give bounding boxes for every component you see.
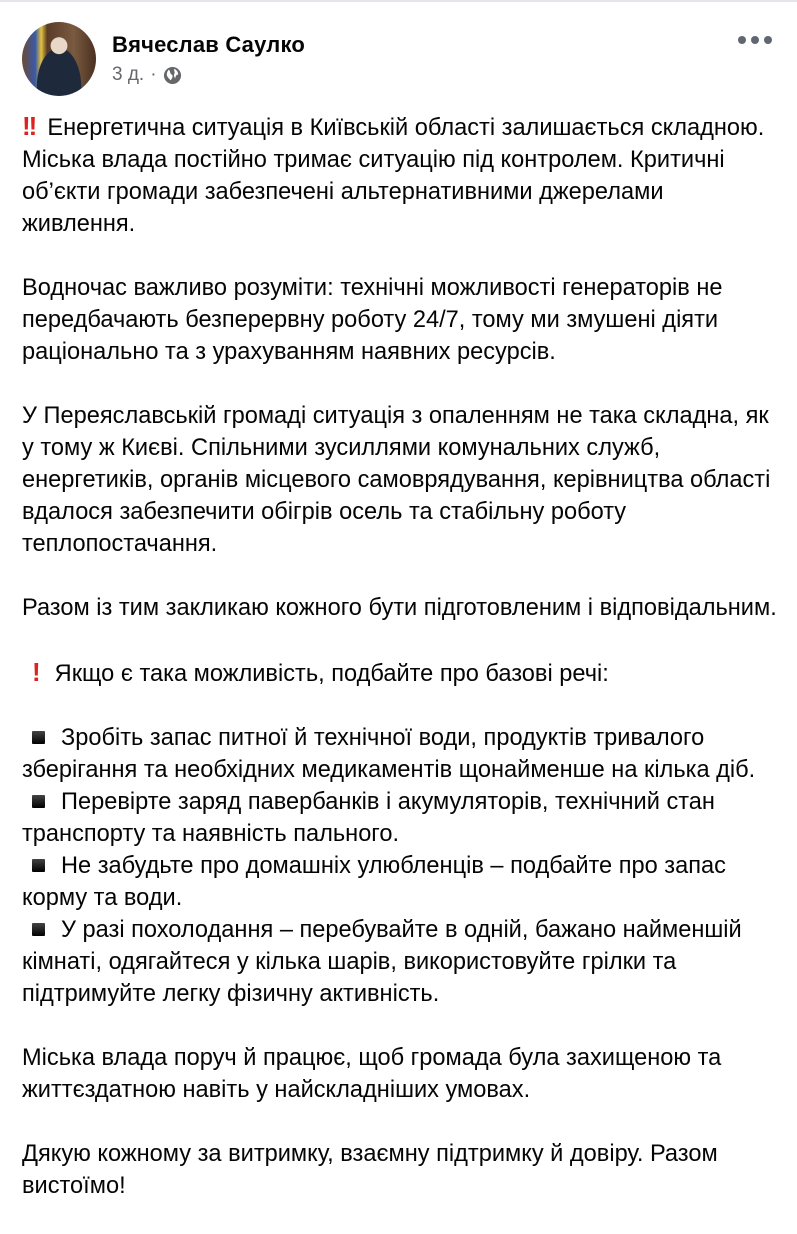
paragraph: Разом із тим закликаю кожного бути підготовленим і відповідальним. [22, 595, 777, 621]
more-options-button[interactable] [738, 36, 772, 44]
post-time[interactable]: 3 д. [112, 64, 145, 85]
black-square-icon [32, 923, 45, 936]
paragraph: !! Енергетична ситуація в Київській області залишається складною. Міська влада постійно тримає ситуацію під контролем. Критичні об’єкти громади забезпечені альтернативними джерелами живлення. [22, 111, 765, 237]
list-item: Зробіть запас питної й технічної води, продуктів тривалого зберігання та необхідних медикаментів щонайменше на кілька діб. [22, 725, 756, 783]
post-meta [112, 64, 182, 86]
black-square-icon [32, 795, 45, 808]
post-body [22, 110, 782, 1234]
black-square-icon [32, 859, 45, 872]
more-dot-icon [764, 36, 772, 44]
more-dot-icon [751, 36, 759, 44]
black-square-icon [32, 731, 45, 744]
paragraph: У Переяславській громаді ситуація з опаленням не така складна, як у тому ж Києві. Спільними зусиллями комунальних служб, енергетиків, органів місцевого самоврядування, керівництва області вдалося забезпечити обігрів осель та стабільну роботу теплопостачання. [22, 403, 771, 557]
exclamation-icon: ! [32, 657, 41, 687]
double-exclamation-icon: !! [22, 111, 36, 141]
paragraph: Водночас важливо розуміти: технічні можливості генераторів не передбачають безперервну роботу 24/7, тому ми змушені діяти раціонально та з урахуванням наявних ресурсів. [22, 275, 723, 365]
top-divider [0, 0, 797, 2]
more-dot-icon [738, 36, 746, 44]
list-item: Не забудьте про домашніх улюбленців – подбайте про запас корму та води. [22, 853, 726, 911]
author-name[interactable]: Вячеслав Саулко [112, 32, 305, 57]
author-avatar[interactable] [22, 22, 96, 96]
post-header [22, 22, 782, 98]
paragraph: ! Якщо є така можливість, подбайте про базові речі: [32, 657, 609, 687]
bullet-list [22, 722, 782, 1010]
meta-separator: · [150, 64, 157, 85]
list-item: У разі похолодання – перебувайте в одній, бажано найменшій кімнаті, одягайтеся у кілька шарів, використовуйте грілки та підтримуйте легку фізичну активність. [22, 917, 742, 1007]
globe-icon[interactable] [163, 66, 182, 85]
list-item: Перевірте заряд павербанків і акумуляторів, технічний стан транспорту та наявність пального. [22, 789, 715, 847]
paragraph: Дякую кожному за витримку, взаємну підтримку й довіру. Разом вистоїмо! [22, 1141, 718, 1199]
paragraph: Міська влада поруч й працює, щоб громада була захищеною та життєздатною навіть у найскладніших умовах. [22, 1045, 722, 1103]
